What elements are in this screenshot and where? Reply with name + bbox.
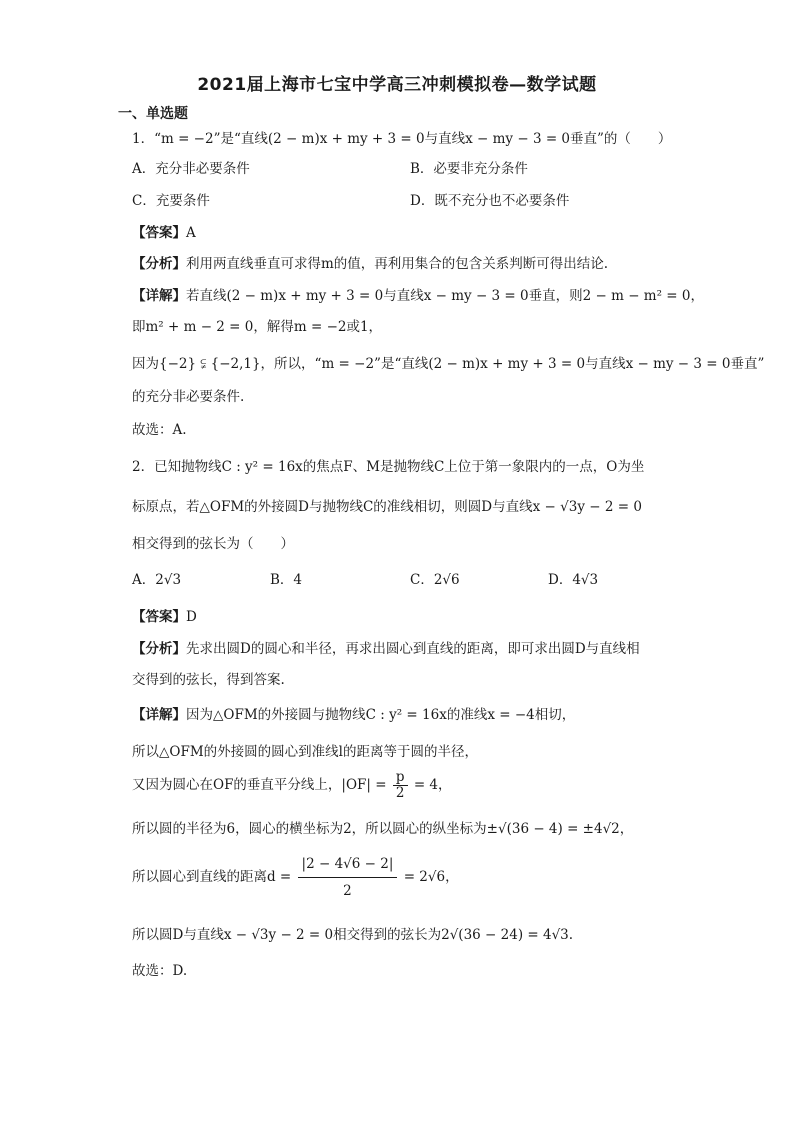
- q2-detail-line-6: 所以圆D与直线x − √3y − 2 = 0相交得到的弦长为2√(36 − 24) = 4√3.: [132, 927, 574, 943]
- analysis-label: 【分析】: [132, 256, 186, 272]
- q2-stem-line-1: 2．已知抛物线C : y² = 16x的焦点F、M是抛物线C上位于第一象限内的一点，O为坐: [132, 459, 645, 475]
- analysis-text: 利用两直线垂直可求得m的值，再利用集合的包含关系判断可得出结论.: [186, 256, 609, 272]
- q2-option-b: B．4: [270, 572, 303, 588]
- detail-text: = 4，: [413, 776, 452, 793]
- q2-detail-line-2: 所以△OFM的外接圆的圆心到准线l的距离等于圆的半径，: [132, 744, 478, 760]
- q2-detail-line-3: [132, 770, 452, 801]
- answer-label: 【答案】: [132, 609, 186, 625]
- page-title: 2021届上海市七宝中学高三冲刺模拟卷—数学试题: [197, 75, 597, 95]
- answer-value: A: [186, 225, 196, 241]
- q1-option-d: D．既不充分也不必要条件: [410, 193, 570, 209]
- detail-text: 所以圆心到直线的距离d =: [132, 869, 292, 885]
- detail-text: 若直线(2 − m)x + my + 3 = 0与直线x − my − 3 = 0垂直，则2 − m − m² = 0，: [186, 288, 704, 304]
- q2-detail-line-4: 所以圆的半径为6，圆心的横坐标为2，所以圆心的纵坐标为±√(36 − 4) = ±4√2，: [132, 821, 634, 837]
- fraction-numerator: p: [393, 770, 408, 786]
- q2-detail-line-1: [132, 706, 575, 724]
- analysis-label: 【分析】: [132, 641, 186, 657]
- q1-answer: [132, 224, 196, 242]
- q2-option-c: C．2√6: [410, 572, 460, 588]
- answer-label: 【答案】: [132, 225, 186, 241]
- q1-option-b: B．必要非充分条件: [410, 161, 528, 177]
- fraction: [298, 855, 398, 900]
- q2-answer: [132, 608, 197, 626]
- q2-conclusion: 故选：D.: [132, 963, 188, 979]
- q2-option-a: A．2√3: [132, 572, 182, 588]
- q2-analysis-line-2: 交得到的弦长，得到答案.: [132, 672, 285, 688]
- fraction-numerator: |2 − 4√6 − 2|: [298, 855, 398, 878]
- q2-option-d: D．4√3: [548, 572, 599, 588]
- detail-text: = 2√6，: [403, 869, 459, 885]
- analysis-text: 先求出圆D的圆心和半径，再求出圆心到直线的距离，即可求出圆D与直线相: [186, 641, 640, 657]
- detail-text: 又因为圆心在OF的垂直平分线上，|OF| =: [132, 776, 387, 793]
- q2-analysis-line-1: [132, 640, 640, 658]
- answer-value: D: [186, 609, 197, 625]
- q1-stem: 1．“m = −2”是“直线(2 − m)x + my + 3 = 0与直线x − my − 3 = 0垂直”的（ ）: [132, 131, 672, 147]
- section-heading: 一、单选题: [118, 106, 188, 122]
- q1-detail-line-2: 即m² + m − 2 = 0，解得m = −2或1，: [132, 319, 383, 335]
- q2-stem-line-3: 相交得到的弦长为（ ）: [132, 536, 294, 552]
- fraction: [393, 770, 408, 801]
- q1-analysis: [132, 255, 608, 273]
- q2-detail-line-5: [132, 855, 459, 900]
- detail-text: 因为△OFM的外接圆与抛物线C : y² = 16x的准线x = −4相切，: [186, 707, 576, 723]
- fraction-denominator: 2: [395, 784, 405, 801]
- q2-stem-line-2: 标原点，若△OFM的外接圆D与抛物线C的准线相切，则圆D与直线x − √3y − 2 = 0: [132, 499, 642, 515]
- q1-option-c: C．充要条件: [132, 193, 210, 209]
- q1-detail-line-4: 的充分非必要条件.: [132, 389, 245, 405]
- detail-label: 【详解】: [132, 707, 186, 723]
- q1-detail-line-1: [132, 287, 704, 305]
- q1-option-a: A．充分非必要条件: [132, 161, 250, 177]
- q1-detail-line-3: 因为{−2} ⫋ {−2,1}，所以，“m = −2”是“直线(2 − m)x + my + 3 = 0与直线x − my − 3 = 0垂直”: [132, 356, 765, 372]
- detail-label: 【详解】: [132, 288, 186, 304]
- fraction-denominator: 2: [343, 883, 352, 899]
- q1-conclusion: 故选：A.: [132, 422, 187, 438]
